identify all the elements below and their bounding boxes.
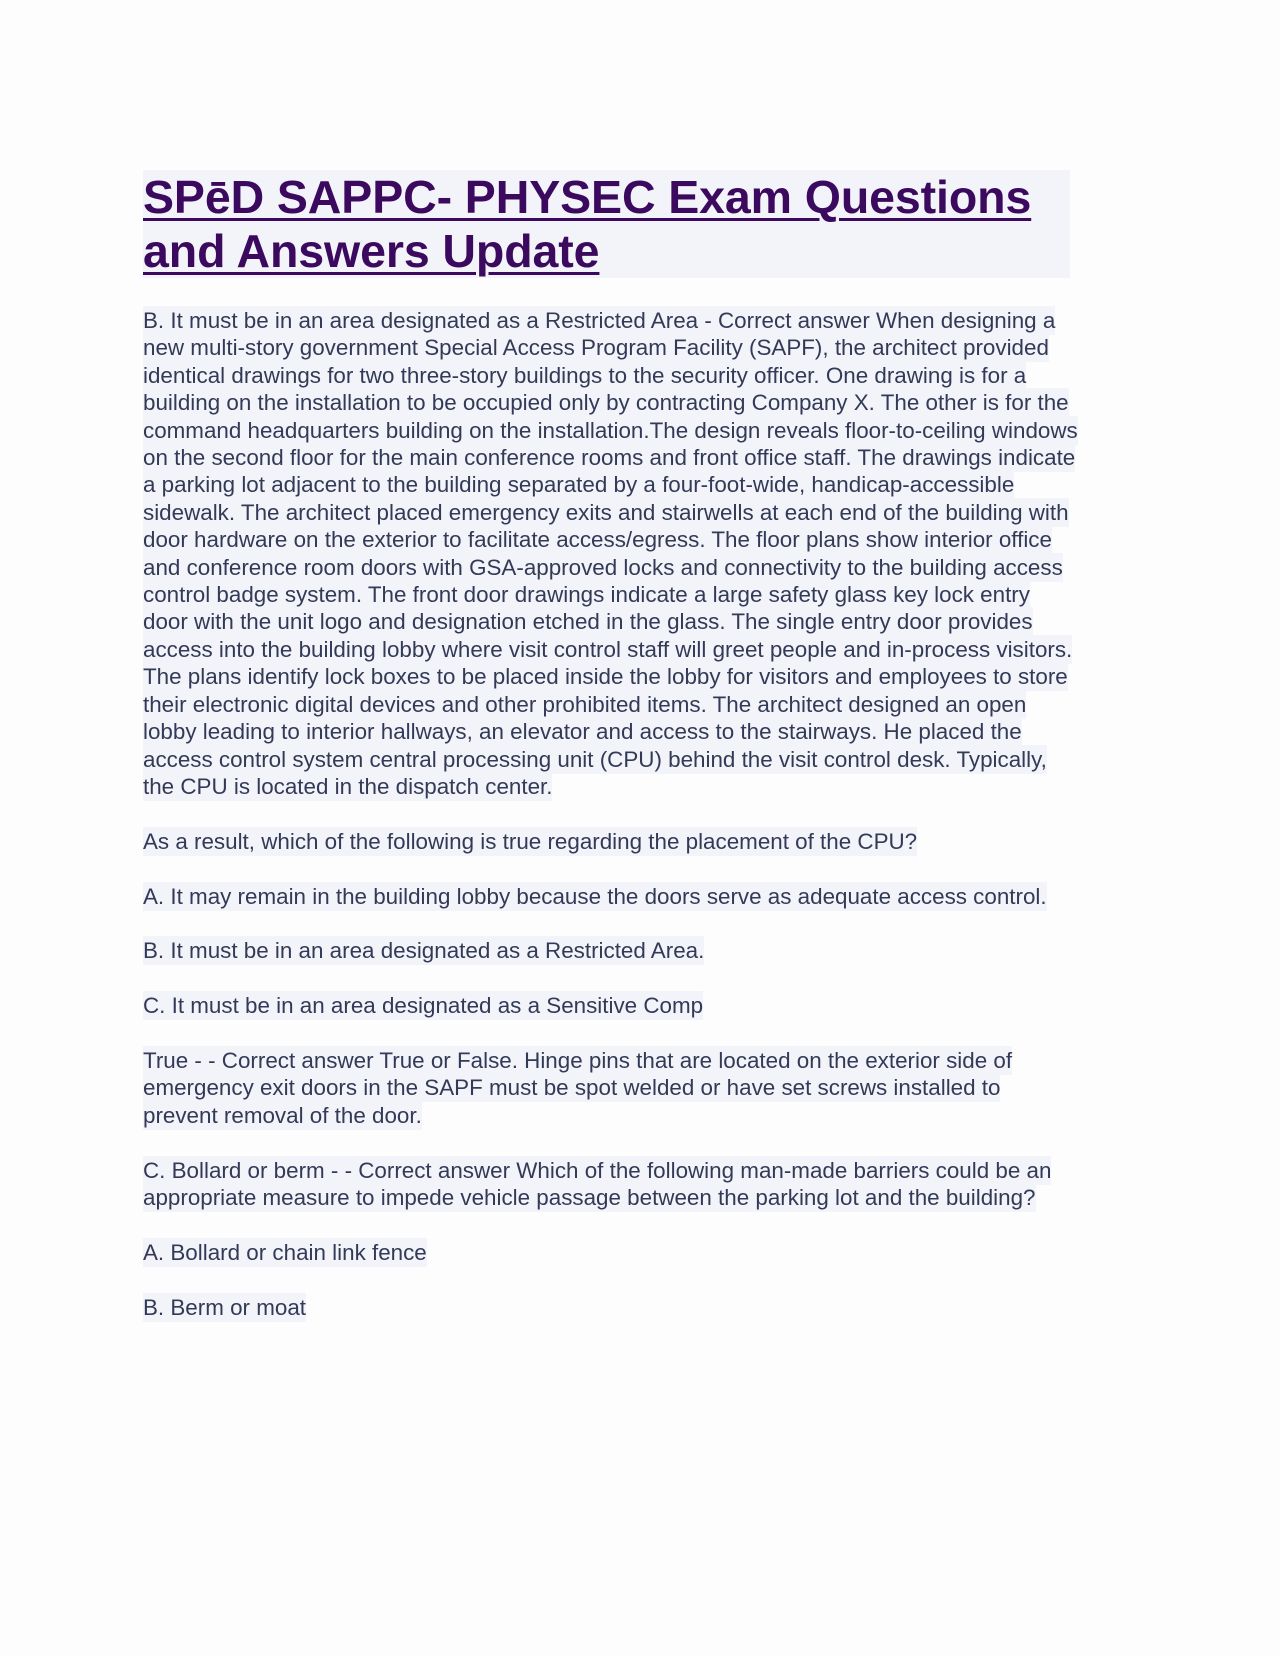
question-paragraph-barriers	[143, 1157, 1078, 1212]
document-page	[143, 170, 1078, 1321]
paragraph-text: As a result, which of the following is true regarding the placement of the CPU?	[143, 828, 918, 854]
paragraph-text: A. It may remain in the building lobby because the doors serve as adequate access control.	[143, 883, 1047, 909]
paragraph-text: B. It must be in an area designated as a Restricted Area.	[143, 938, 705, 964]
document-title: SPēD SAPPC- PHYSEC Exam Questions and Answers Update	[143, 171, 1032, 277]
paragraph-text: True - - Correct answer True or False. Hinge pins that are located on the exterior side of emergency exit doors in the SAPF must be spot welded or have set screws installed to prevent removal of the door.	[143, 1047, 1013, 1128]
paragraph-text: C. Bollard or berm - - Correct answer Which of the following man-made barriers could be an appropriate measure to impede vehicle passage between the parking lot and the building?	[143, 1157, 1052, 1210]
answer-option-b	[143, 1294, 1078, 1321]
question-paragraph-hinge-pins	[143, 1047, 1078, 1129]
title-block	[143, 170, 1070, 278]
paragraph-text: A. Bollard or chain link fence	[143, 1239, 427, 1265]
paragraph-text: B. It must be in an area designated as a Restricted Area - Correct answer When designing a new multi-story government Special Access Program Facility (SAPF), the architect provided identical drawings for two three-story buildings to the security officer. One drawing is for a building on the installation to be occupied only by contracting Company X. The other is for the command headquarters building on the installation.The design reveals floor-to-ceiling windows on the second floor for the main conference rooms and front office staff. The drawings indicate a parking lot adjacent to the building separated by a four-foot-wide, handicap-accessible sidewalk. The architect placed emergency exits and stairwells at each end of the building with door hardware on the exterior to facilitate access/egress. The floor plans show interior office and conference room doors with GSA-approved locks and connectivity to the building access control badge system. The front door drawings indicate a large safety glass key lock entry door with the unit logo and designation etched in the glass. The single entry door provides access into the building lobby where visit control staff will greet people and in-process visitors. The plans identify lock boxes to be placed inside the lobby for visitors and employees to store their electronic digital devices and other prohibited items. The architect designed an open lobby leading to interior hallways, an elevator and access to the stairways. He placed the access control system central processing unit (CPU) behind the visit control desk. Typically, the CPU is located in the dispatch center.	[143, 308, 1078, 799]
paragraph-text: C. It must be in an area designated as a Sensitive Comp	[143, 993, 704, 1019]
answer-option-a	[143, 1239, 1078, 1266]
answer-option-a	[143, 883, 1078, 910]
paragraph-text: B. Berm or moat	[143, 1294, 306, 1320]
answer-option-c	[143, 992, 1078, 1019]
question-prompt	[143, 828, 1078, 855]
question-paragraph-cpu	[143, 307, 1078, 800]
answer-option-b	[143, 937, 1078, 964]
